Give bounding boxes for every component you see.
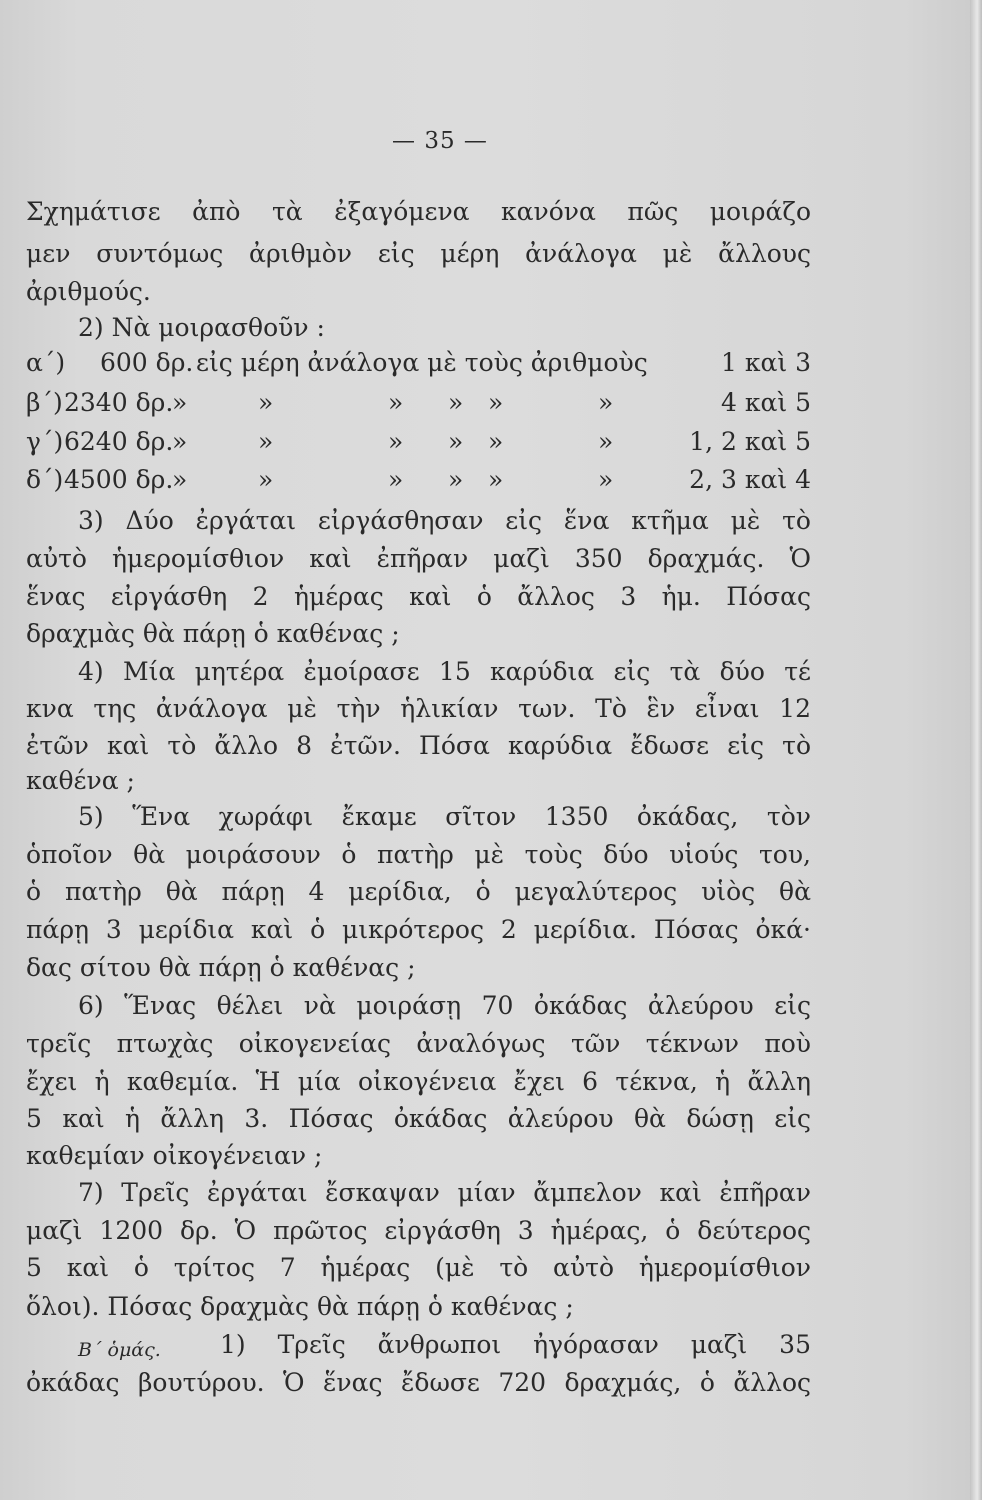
row-ratio: 1, 2 καὶ 5 (689, 427, 811, 456)
ditto-mark: » (172, 388, 188, 417)
text-line: μεν συντόμως ἀριθμὸν εἰς μέρη ἀνάλογα μὲ ἄλλους (26, 239, 811, 268)
text-line: καθεμίαν οἰκογένειαν ; (26, 1141, 323, 1170)
page-edge (970, 0, 982, 1500)
text-line: 2) Νὰ μοιρασθοῦν : (78, 313, 325, 342)
text-line: αὐτὸ ἡμερομίσθιον καὶ ἐπῆραν μαζὶ 350 δραχμάς. Ὁ (26, 544, 811, 573)
ditto-mark: » (258, 388, 274, 417)
text-line: ὁποῖον θὰ μοιράσουν ὁ πατὴρ μὲ τοὺς δύο υἱούς του, (26, 840, 811, 869)
text-line: 5 καὶ ὁ τρίτος 7 ἡμέρας (μὲ τὸ αὐτὸ ἡμερομίσθιον (26, 1253, 811, 1282)
text-line: 1) Τρεῖς ἄνθρωποι ἠγόρασαν μαζὶ 35 (220, 1330, 811, 1359)
ditto-mark: » (448, 465, 464, 494)
row-label: β΄) (26, 388, 63, 417)
text-line: ὅλοι). Πόσας δραχμὰς θὰ πάρῃ ὁ καθένας ; (26, 1292, 574, 1321)
text-line: 5 καὶ ἡ ἄλλη 3. Πόσας ὀκάδας ἀλεύρου θὰ δώσῃ εἰς (26, 1104, 811, 1133)
row-ratio: 4 καὶ 5 (720, 388, 811, 417)
text-line: ἔχει ἡ καθεμία. Ἡ μία οἰκογένεια ἔχει 6 τέκνα, ἡ ἄλλη (26, 1067, 811, 1096)
ditto-mark: » (388, 388, 404, 417)
text-line: 4) Μία μητέρα ἐμοίρασε 15 καρύδια εἰς τὰ δύο τέ (78, 657, 811, 686)
ditto-mark: » (388, 465, 404, 494)
row-amount: 600 δρ. (100, 348, 194, 377)
text-line: 5) Ἕνα χωράφι ἔκαμε σῖτον 1350 ὀκάδας, τὸν (78, 802, 811, 831)
ditto-mark: » (598, 427, 614, 456)
row-text: εἰς μέρη ἀνάλογα μὲ τοὺς ἀριθμοὺς (196, 348, 648, 377)
text-line: δραχμὰς θὰ πάρῃ ὁ καθένας ; (26, 619, 400, 648)
text-line: 7) Τρεῖς ἐργάται ἔσκαψαν μίαν ἄμπελον καὶ ἐπῆραν (78, 1178, 811, 1207)
text-line: καθένα ; (26, 766, 135, 795)
text-line: 6) Ἕνας θέλει νὰ μοιράσῃ 70 ὀκάδας ἀλεύρου εἰς (78, 991, 811, 1020)
ditto-mark: » (448, 427, 464, 456)
text-line: τρεῖς πτωχὰς οἰκογενείας ἀναλόγως τῶν τέκνων ποὺ (26, 1029, 811, 1058)
text-line: Σχημάτισε ἀπὸ τὰ ἐξαγόμενα κανόνα πῶς μοιράζο (26, 197, 811, 226)
row-amount: 6240 δρ. (64, 427, 174, 456)
row-label: δ΄) (26, 465, 64, 494)
text-line: ὀκάδας βουτύρου. Ὁ ἕνας ἔδωσε 720 δραχμάς, ὁ ἄλλος (26, 1368, 811, 1397)
ditto-mark: » (172, 465, 188, 494)
text-line: ἀριθμούς. (26, 277, 151, 306)
row-ratio: 1 καὶ 3 (720, 348, 811, 377)
ditto-mark: » (488, 427, 504, 456)
page-number: — 35 — (392, 128, 488, 154)
ditto-mark: » (448, 388, 464, 417)
text-line: ἐτῶν καὶ τὸ ἄλλο 8 ἐτῶν. Πόσα καρύδια ἔδωσε εἰς τὸ (26, 731, 811, 760)
ditto-mark: » (258, 427, 274, 456)
text-line: δας σίτου θὰ πάρῃ ὁ καθένας ; (26, 953, 416, 982)
text-line: ὁ πατὴρ θὰ πάρῃ 4 μερίδια, ὁ μεγαλύτερος υἱὸς θὰ (26, 877, 811, 906)
row-label: α΄) (26, 348, 66, 377)
text-line: πάρῃ 3 μερίδια καὶ ὁ μικρότερος 2 μερίδια. Πόσας ὀκά· (26, 915, 811, 944)
ditto-mark: » (258, 465, 274, 494)
ditto-mark: » (388, 427, 404, 456)
ditto-mark: » (172, 427, 188, 456)
text-line: κνα της ἀνάλογα μὲ τὴν ἡλικίαν των. Τὸ ἓν εἶναι 12 (26, 694, 811, 723)
ditto-mark: » (598, 388, 614, 417)
text-line: 3) Δύο ἐργάται εἰργάσθησαν εἰς ἕνα κτῆμα μὲ τὸ (78, 506, 811, 535)
row-label: γ΄) (26, 427, 64, 456)
row-ratio: 2, 3 καὶ 4 (689, 465, 811, 494)
ditto-mark: » (488, 465, 504, 494)
row-amount: 4500 δρ. (64, 465, 174, 494)
section-label: Β΄ ὁμάς. (78, 1339, 161, 1361)
row-amount: 2340 δρ. (64, 388, 174, 417)
ditto-mark: » (488, 388, 504, 417)
text-line: μαζὶ 1200 δρ. Ὁ πρῶτος εἰργάσθη 3 ἡμέρας, ὁ δεύτερος (26, 1216, 811, 1245)
ditto-mark: » (598, 465, 614, 494)
text-line: ἕνας εἰργάσθη 2 ἡμέρας καὶ ὁ ἄλλος 3 ἡμ. Πόσας (26, 582, 811, 611)
